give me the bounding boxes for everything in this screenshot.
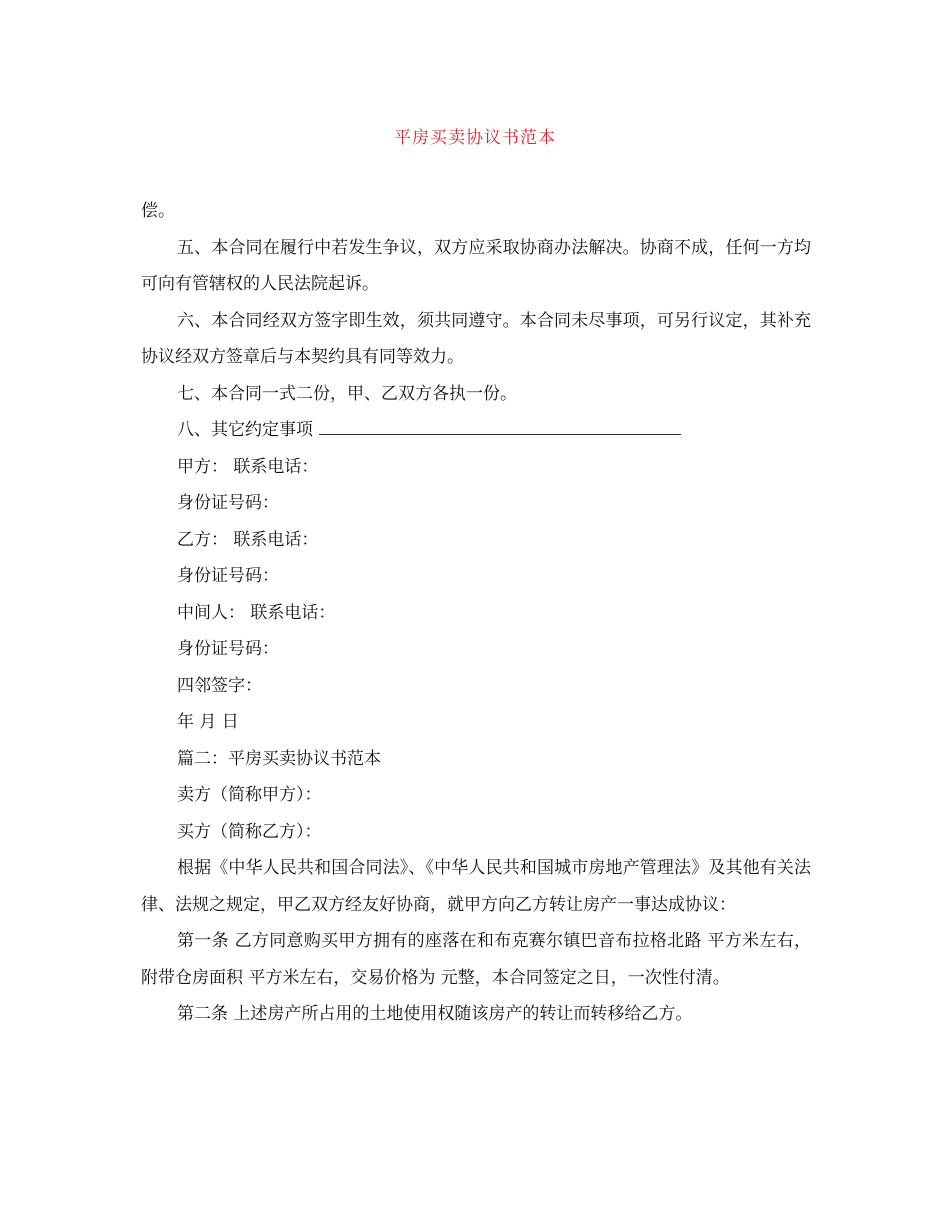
paragraph-text: 乙方： 联系电话：: [177, 529, 319, 550]
paragraph: [141, 522, 811, 559]
paragraph: [141, 193, 811, 230]
paragraph-text: 篇二：平房买卖协议书范本: [177, 748, 381, 769]
document-body: [141, 193, 811, 1033]
paragraph-text: 第二条 上述房产所占用的土地使用权随该房产的转让而转移给乙方。: [177, 1004, 693, 1024]
paragraph-text: 八、其它约定事项: [177, 420, 313, 440]
paragraph-text: 根据《中华人民共和国合同法》、《中华人民共和国城市房地产管理法》及其他有关法律、法规之规定，甲乙双方经友好协商，就甲方向乙方转让房产一事达成协议：: [141, 858, 811, 915]
paragraph-text: 身份证号码：: [177, 493, 279, 513]
paragraph: [141, 595, 811, 632]
paragraph-text: 年 月 日: [177, 712, 239, 732]
paragraph: [141, 741, 811, 778]
paragraph-text: 身份证号码：: [177, 566, 279, 586]
document-title: 平房买卖协议书范本: [394, 128, 556, 148]
paragraph-text: 中间人： 联系电话：: [177, 602, 336, 623]
paragraph-text: 偿。: [141, 201, 175, 221]
paragraph: [141, 376, 811, 413]
paragraph: [141, 704, 811, 741]
paragraph: [141, 814, 811, 851]
paragraph-text: 卖方（简称甲方）：: [177, 785, 322, 805]
paragraph: [141, 449, 811, 486]
paragraph: [141, 777, 811, 814]
paragraph-text: 七、本合同一式二份，甲、乙双方各执一份。: [177, 383, 517, 404]
paragraph: [141, 230, 811, 303]
paragraph: [141, 485, 811, 522]
paragraph-text: 甲方： 联系电话：: [177, 456, 319, 477]
paragraph-text: 身份证号码：: [177, 639, 279, 659]
paragraph-text: 五、本合同在履行中若发生争议，双方应采取协商办法解决。协商不成，任何一方均可向有管辖权的人民法院起诉。: [141, 237, 811, 294]
paragraph: [141, 631, 811, 668]
paragraph-text: 四邻签字：: [177, 675, 262, 696]
paragraph-text: 第一条 乙方同意购买甲方拥有的座落在和布克赛尔镇巴音布拉格北路 平方米左右，附带仓房面积 平方米左右，交易价格为 元整，本合同签定之日，一次性付清。: [141, 931, 811, 988]
paragraph: [141, 668, 811, 705]
paragraph: [141, 850, 811, 923]
paragraph: [141, 996, 811, 1033]
fill-in-blank-line: [319, 416, 681, 435]
paragraph-text: 六、本合同经双方签字即生效，须共同遵守。本合同未尽事项，可另行议定，其补充协议经双方签章后与本契约具有同等效力。: [141, 310, 811, 367]
paragraph: [141, 558, 811, 595]
paragraph-text: 买方（简称乙方）：: [177, 821, 322, 842]
paragraph: [141, 923, 811, 996]
paragraph: [141, 412, 811, 449]
paragraph: [141, 303, 811, 376]
